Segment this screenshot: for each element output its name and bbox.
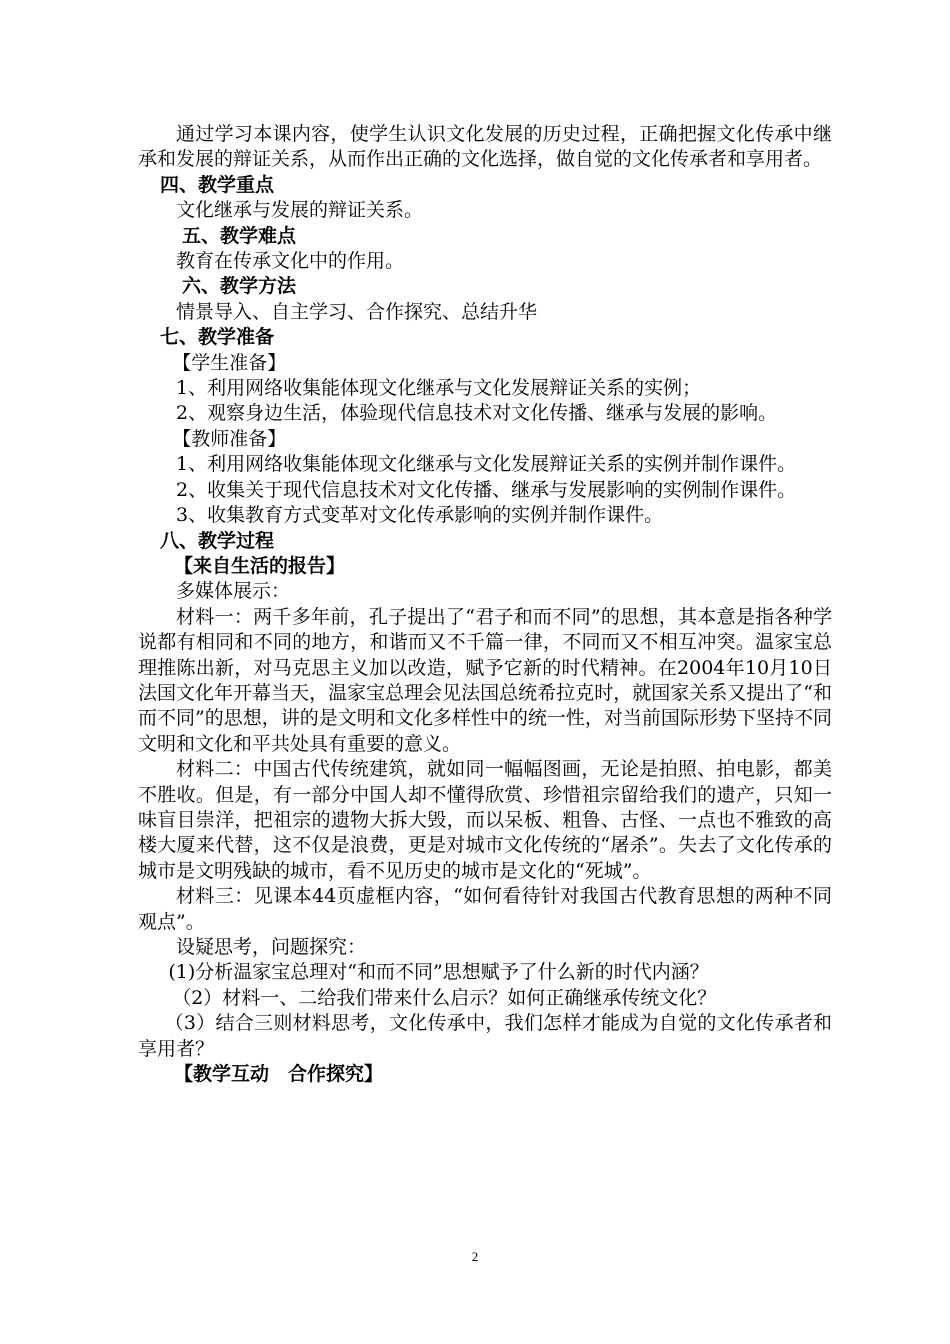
question-item: （3）结合三则材料思考，文化传承中，我们怎样才能成为自觉的文化传承者和享用者？	[138, 1012, 832, 1060]
material-3: 材料三：见课本44页虚框内容，“如何看待针对我国古代教育思想的两种不同观点”。	[138, 885, 832, 933]
section-7-heading: 七、教学准备	[160, 326, 275, 349]
material-1: 材料一：两千多年前，孔子提出了“君子和而不同”的思想，其本意是指各种学说都有相同和不同的地方，和谐而又不千篇一律，不同而又不相互冲突。温家宝总理推陈出新，对马克思主义加以改造，赋予它新的时代精神。在2004年10月10日法国文化年开幕当天，温家宝总理会见法国总统希拉克时，就国家关系又提出了“和而不同”的思想，讲的是文明和文化多样性中的统一性，对当前国际形势下坚持不同文明和文化和平共处具有重要的意义。	[138, 605, 832, 755]
question-item: （2）材料一、二给我们带来什么启示？如何正确继承传统文化？	[172, 986, 717, 1009]
interaction-heading: 【教学互动 合作探究】	[174, 1063, 384, 1086]
inquiry-label: 设疑思考，问题探究：	[176, 936, 367, 958]
material-2: 材料二：中国古代传统建筑，就如同一幅幅图画，无论是拍照、拍电影，都美不胜收。但是，有一部分中国人却不懂得欣赏、珍惜祖宗留给我们的遗产，只知一味盲目崇洋，把祖宗的遗物大拆大毁，而以呆板、粗鲁、古怪、一点也不雅致的高楼大厦来代替，这不仅是浪费，更是对城市文化传统的“屠杀”。失去了文化传承的城市是文明残缺的城市，看不见历史的城市是文化的“死城”。	[138, 758, 832, 882]
teacher-prep-item: 2、收集关于现代信息技术对文化传播、继承与发展影响的实例制作课件。	[176, 478, 797, 501]
section-5-text: 教育在传承文化中的作用。	[176, 250, 405, 273]
report-heading: 【来自生活的报告】	[174, 554, 346, 577]
document-body	[138, 122, 832, 1087]
section-6-heading: 六、教学方法	[182, 275, 297, 298]
teacher-prep-item: 1、利用网络收集能体现文化继承与文化发展辩证关系的实例并制作课件。	[176, 453, 797, 476]
media-label: 多媒体展示：	[176, 580, 291, 603]
teacher-prep-item: 3、收集教育方式变革对文化传承影响的实例并制作课件。	[176, 504, 664, 527]
section-4-text: 文化继承与发展的辩证关系。	[176, 199, 424, 222]
question-item: (1)分析温家宝总理对“和而不同”思想赋予了什么新的时代内涵？	[168, 961, 709, 984]
section-8-heading: 八、教学过程	[160, 529, 275, 552]
student-prep-label: 【学生准备】	[172, 351, 287, 374]
teacher-prep-label: 【教师准备】	[172, 427, 287, 450]
student-prep-item: 2、观察身边生活，体验现代信息技术对文化传播、继承与发展的影响。	[176, 402, 778, 425]
section-4-heading: 四、教学重点	[160, 173, 275, 196]
section-5-heading: 五、教学难点	[182, 224, 297, 247]
page-number: 2	[471, 1249, 479, 1264]
section-6-text: 情景导入、自主学习、合作探究、总结升华	[176, 300, 538, 323]
intro-paragraph: 通过学习本课内容，使学生认识文化发展的历史过程，正确把握文化传承中继承和发展的辩证关系，从而作出正确的文化选择，做自觉的文化传承者和享用者。	[138, 123, 832, 171]
student-prep-item: 1、利用网络收集能体现文化继承与文化发展辩证关系的实例；	[176, 377, 702, 400]
